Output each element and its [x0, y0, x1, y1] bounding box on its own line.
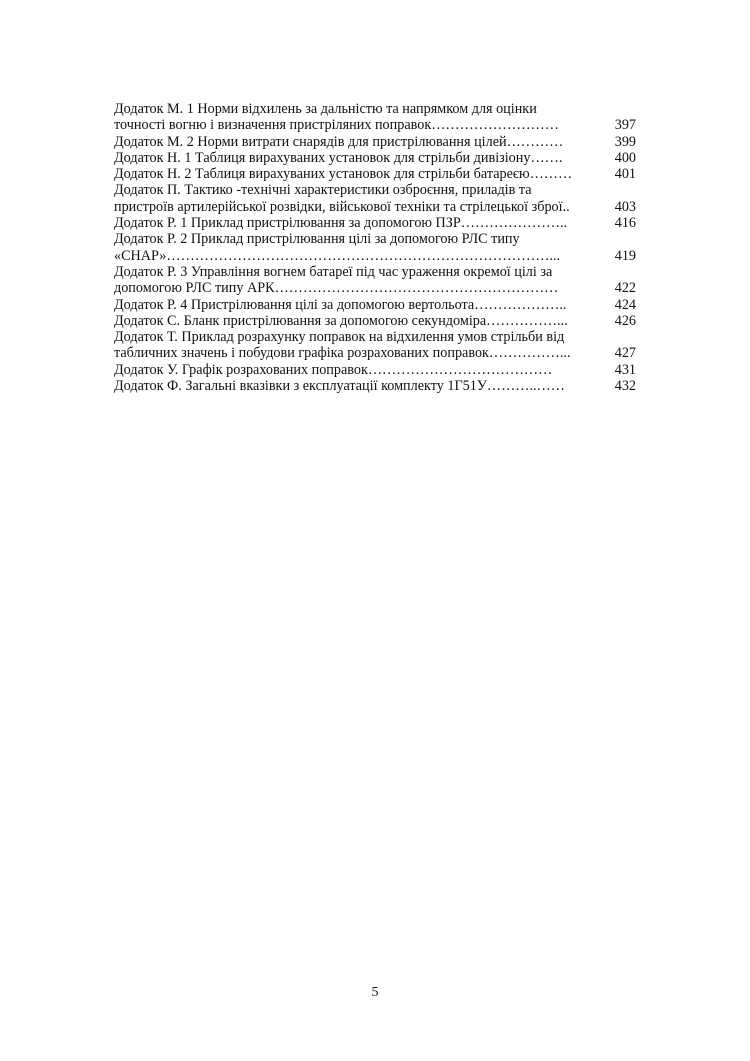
- toc-entry-line: Додаток Р. 4 Пристрілювання цілі за допомогою вертольота………………..: [114, 296, 567, 313]
- toc-entry: [114, 297, 636, 313]
- toc-entry: [114, 166, 636, 182]
- toc-entry-page: 399: [614, 133, 636, 150]
- toc-entry-title: [114, 313, 608, 329]
- page-number: 5: [371, 985, 379, 1000]
- toc-entry-page: 400: [614, 149, 636, 166]
- toc-entry-line: допомогою РЛС типу АРК……………………………………………………: [114, 280, 559, 297]
- toc-entry-title: [114, 101, 608, 134]
- toc-entry-line: пристроїв артилерійської розвідки, військової техніки та стрілецької зброї..: [114, 198, 570, 215]
- toc-entry-line: Додаток М. 1 Норми відхилень за дальністю та напрямком для оцінки: [114, 101, 537, 117]
- toc-entry-page: 401: [614, 166, 636, 183]
- toc-entry: [114, 313, 636, 329]
- toc-entry-line: Додаток Н. 2 Таблиця вирахуваних установок для стрільби батареєю………: [114, 166, 573, 183]
- toc-entry-title: [114, 215, 608, 231]
- toc-entry: [114, 329, 636, 362]
- toc-entry-page: 403: [614, 198, 636, 215]
- toc-entry-line: Додаток Н. 1 Таблиця вирахуваних установок для стрільби дивізіону…….: [114, 149, 563, 166]
- toc-entry-line: «СНАР»………………………………………………………………………...: [114, 247, 561, 264]
- toc-entry: [114, 182, 636, 215]
- toc-entry-page: 397: [614, 117, 636, 134]
- toc-entry-line: Додаток П. Тактико -технічні характеристики озброєння, приладів та: [114, 182, 532, 199]
- toc-entry-title: [114, 329, 608, 362]
- toc-entry-line: Додаток Р. 1 Приклад пристрілювання за допомогою ПЗР…………………..: [114, 215, 568, 232]
- toc-entry-title: [114, 362, 608, 378]
- toc-entry-line: Додаток М. 2 Норми витрати снарядів для пристрілювання цілей…………: [114, 133, 564, 150]
- toc-entry-page: 432: [614, 378, 636, 395]
- toc-entry: [114, 150, 636, 166]
- toc-entry-title: [114, 264, 608, 297]
- toc-entry-title: [114, 378, 608, 394]
- toc-entry-page: 431: [614, 361, 636, 378]
- toc-entry-title: [114, 182, 608, 215]
- toc-entry-line: табличних значень і побудови графіка розрахованих поправок……………...: [114, 345, 571, 362]
- toc-entry: [114, 378, 636, 394]
- toc-entry-page: 427: [614, 345, 636, 362]
- toc-entry-page: 416: [614, 215, 636, 232]
- toc-entry-line: точності вогню і визначення пристріляних поправок………………………: [114, 117, 559, 134]
- toc-entry-line: Додаток С. Бланк пристрілювання за допомогою секундоміра……………...: [114, 312, 568, 329]
- toc-entry: [114, 264, 636, 297]
- toc-entry: [114, 231, 636, 264]
- toc-entry-title: [114, 231, 608, 264]
- toc-entry-title: [114, 150, 608, 166]
- toc-entry-title: [114, 166, 608, 182]
- toc-entry: [114, 215, 636, 231]
- table-of-contents: [114, 101, 636, 394]
- toc-entry-title: [114, 134, 608, 150]
- toc-entry-line: Додаток Р. 3 Управління вогнем батареї під час ураження окремої цілі за: [114, 263, 553, 280]
- toc-entry-page: 422: [614, 280, 636, 297]
- toc-entry-line: Додаток Т. Приклад розрахунку поправок на відхилення умов стрільби від: [114, 329, 565, 346]
- toc-entry-line: Додаток У. Графік розрахованих поправок…………………………………: [114, 361, 553, 378]
- toc-entry-line: Додаток Р. 2 Приклад пристрілювання цілі за допомогою РЛС типу: [114, 231, 520, 248]
- toc-entry: [114, 101, 636, 134]
- toc-entry-page: 424: [614, 296, 636, 313]
- toc-entry: [114, 362, 636, 378]
- toc-entry-page: 419: [614, 247, 636, 264]
- toc-entry-page: 426: [614, 312, 636, 329]
- toc-entry-title: [114, 297, 608, 313]
- toc-entry: [114, 134, 636, 150]
- toc-entry-line: Додаток Ф. Загальні вказівки з експлуатації комплекту 1Г51У………..……: [114, 378, 565, 395]
